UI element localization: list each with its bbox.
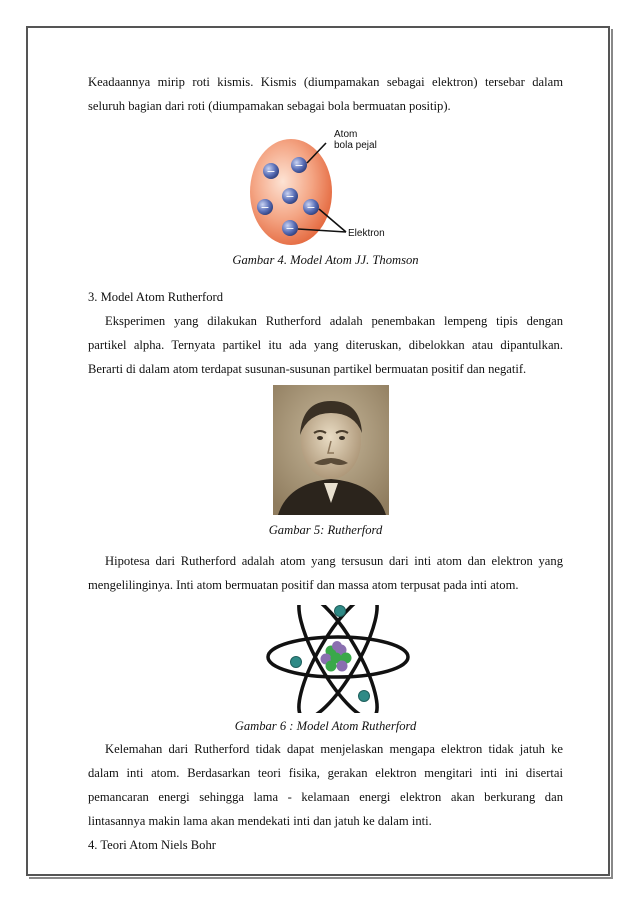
label-atom: Atom <box>334 129 358 140</box>
paragraph-line: Kelemahan dari Rutherford tidak dapat menjelaskan mengapa elektron tidak jatuh ke <box>105 742 563 756</box>
paragraph-line: partikel alpha. Ternyata partikel itu ada yang diteruskan, dibelokkan atau dipantulkan. <box>88 338 563 352</box>
paragraph-line: mengelilinginya. Inti atom bermuatan positif dan massa atom terpusat pada inti atom. <box>88 578 519 592</box>
electron-sign: − <box>306 201 316 214</box>
electron <box>335 606 346 617</box>
figure-caption: Gambar 6 : Model Atom Rutherford <box>234 719 417 733</box>
section-heading: 4. Teori Atom Niels Bohr <box>88 838 216 852</box>
thomson-atom-illustration <box>88 123 563 249</box>
document-body <box>88 70 563 857</box>
figure-caption: Gambar 4. Model Atom JJ. Thomson <box>232 253 419 267</box>
section-heading: 3. Model Atom Rutherford <box>88 290 224 304</box>
paragraph-line: Keadaannya mirip roti kismis. Kismis (diumpamakan sebagai elektron) tersebar dalam <box>88 75 563 89</box>
paragraph-line: lintasannya makin lama akan mendekati inti dan jatuh ke dalam inti. <box>88 814 432 828</box>
nucleus <box>321 641 352 672</box>
figure-thomson <box>88 123 563 249</box>
paragraph-line: seluruh bagian dari roti (diumpamakan sebagai bola bermuatan positip). <box>88 99 451 113</box>
paragraph-line: pemancaran energi sehingga lama - kelamaan energi elektron akan berkurang dan <box>88 790 563 804</box>
paragraph-line: Hipotesa dari Rutherford adalah atom yang tersusun dari inti atom dan elektron yang <box>105 554 563 568</box>
label-electron: Elektron <box>348 228 385 239</box>
electron <box>359 691 370 702</box>
paragraph-line: Berarti di dalam atom terdapat susunan-susunan partikel bermuatan positif dan negatif. <box>88 362 527 376</box>
electron-sign: − <box>285 190 295 203</box>
paragraph-line: Eksperimen yang dilakukan Rutherford adalah penembakan lempeng tipis dengan <box>105 314 563 328</box>
rutherford-portrait <box>88 383 563 517</box>
electron-sign: − <box>294 159 304 172</box>
electron-sign: − <box>260 201 270 214</box>
paragraph-line: dalam inti atom. Berdasarkan teori fisika, gerakan elektron mengitari inti ini disertai <box>88 766 563 780</box>
electron-sign: − <box>266 165 276 178</box>
label-bola-pejal: bola pejal <box>334 140 377 151</box>
figure-caption: Gambar 5: Rutherford <box>268 523 383 537</box>
electron <box>291 657 302 668</box>
figure-portrait <box>88 383 563 519</box>
electron-sign: − <box>285 222 295 235</box>
figure-atom-model <box>88 605 563 713</box>
rutherford-atom-model <box>88 605 563 713</box>
